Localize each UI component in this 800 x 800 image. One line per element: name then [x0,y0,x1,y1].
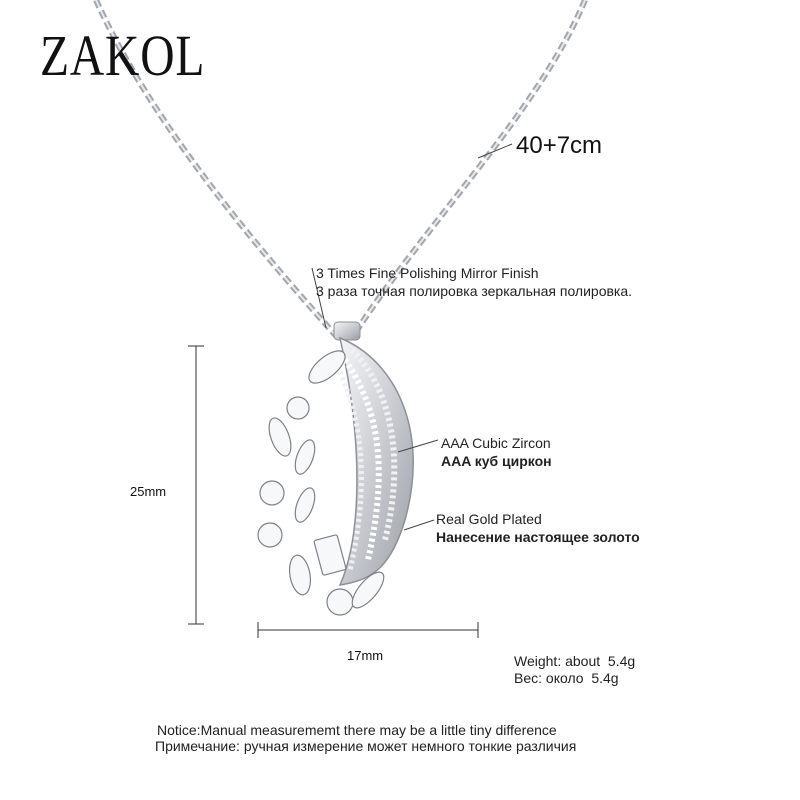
weight-en: Weight: about 5.4g [514,653,636,669]
feature-plated-en: Real Gold Plated [436,511,542,527]
notice [157,722,576,754]
weight-info [514,653,635,687]
feature-polishing-en: 3 Times Fine Polishing Mirror Finish [316,265,539,281]
feature-polishing-ru: 3 раза точная полировка зеркальная полировка. [316,283,633,299]
pendant [258,338,413,615]
feature-zircon [441,434,552,470]
notice-ru: Примечание: ручная измерение может немного тонкие различия [155,738,577,754]
bail [334,322,360,340]
weight-ru: Вес: около 5.4g [514,670,619,686]
width-dimension-line [258,622,478,638]
feature-plated-ru: Нанесение настоящее золото [436,529,640,545]
feature-polishing [316,264,632,300]
feature-plated [436,510,640,546]
plated-leader [404,520,434,530]
notice-en: Notice:Manual measurememt there may be a little tiny difference [157,722,557,738]
height-dimension-line [188,346,204,624]
width-label: 17mm [347,648,384,663]
height-label: 25mm [130,484,167,499]
feature-zircon-ru: AAA куб циркон [441,453,552,469]
brand-logo: ZAKOL [40,23,206,88]
chain-length-label: 40+7cm [516,132,603,159]
feature-zircon-en: AAA Cubic Zircon [441,435,551,451]
